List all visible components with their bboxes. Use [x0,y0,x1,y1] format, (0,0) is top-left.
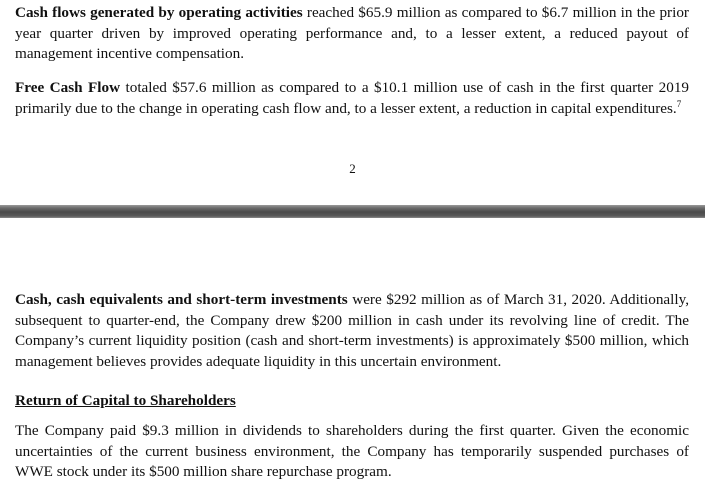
free-cash-flow-text: totaled $57.6 million as compared to a $10.1 million use of cash in the first quarter 2019 primarily due to the change in operating cash flow and, to a lesser extent, a reduction in capital expenditures. [15,79,690,117]
dividends-paragraph [15,421,689,483]
operating-cash-flow-paragraph [15,3,689,65]
operating-cash-flow-text: reached $65.9 million as compared to $6.7 million in the prior year quarter driven by improved operating performance and, to a lesser extent, a reduced payout of management incentive compensation. [15,4,689,62]
footnote-marker: 7 [676,98,682,109]
document-page-bottom [0,218,705,493]
page-separator [0,205,705,218]
operating-cash-flow-lead: Cash flows generated by operating activities [15,4,303,21]
section-heading-return-of-capital: Return of Capital to Shareholders [15,392,236,409]
cash-equivalents-paragraph [15,290,689,372]
free-cash-flow-paragraph [15,78,689,119]
free-cash-flow-lead: Free Cash Flow [15,79,121,96]
page-number: 2 [349,161,356,176]
dividends-text: The Company paid $9.3 million in dividends to shareholders during the first quarter. Given the economic uncertainties of the current business environment, the Company has temporarily suspended purchases of WWE stock under its $500 million share repurchase program. [15,422,689,480]
document-page-top [0,0,705,205]
cash-equivalents-text: were $292 million as of March 31, 2020. Additionally, subsequent to quarter-end, the Company drew $200 million in cash under its revolving line of credit. The Company’s current liquidity position (cash and short-term investments) is approximately $500 million, which management believes provides adequate liquidity in this uncertain environment. [15,291,689,370]
cash-equivalents-lead: Cash, cash equivalents and short-term investments [15,291,348,308]
